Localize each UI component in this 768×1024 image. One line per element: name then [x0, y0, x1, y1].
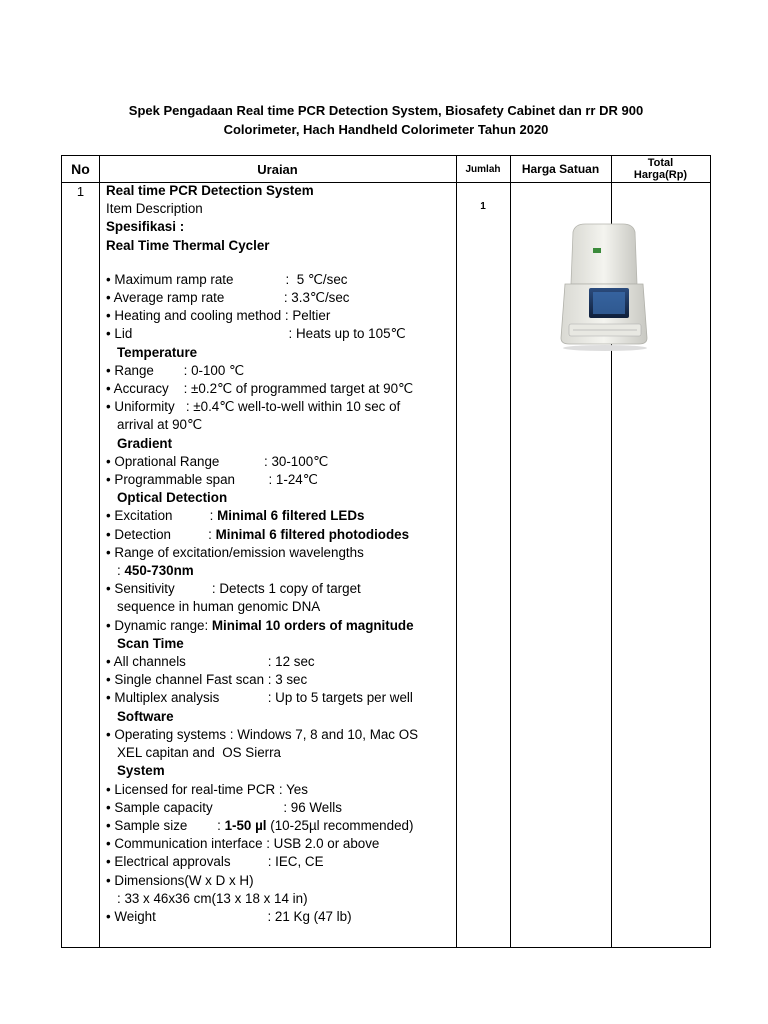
spec-line — [106, 781, 456, 799]
spec-line — [106, 544, 456, 562]
spec-line — [106, 562, 456, 580]
spec-section-heading — [106, 489, 456, 507]
spec-line-text: • Lid : Heats up to 105℃ — [106, 326, 406, 342]
spec-line — [106, 471, 456, 489]
spec-line-text: : 33 x 46x36 cm(13 x 18 x 14 in) — [117, 890, 308, 906]
row-description — [106, 182, 456, 926]
spec-line-text: • Maximum ramp rate : 5 ℃/sec — [106, 271, 348, 287]
header-uraian: Uraian — [257, 161, 298, 177]
spesifikasi-label: Spesifikasi : — [106, 219, 185, 235]
col-divider — [510, 156, 511, 947]
spec-line — [106, 617, 456, 635]
spec-line-text: Software — [117, 708, 174, 724]
spec-table — [61, 155, 711, 948]
item-description-label: Item Description — [106, 201, 203, 217]
spec-line — [106, 835, 456, 853]
spec-line-text: • Heating and cooling method : Peltier — [106, 308, 331, 324]
spec-line — [106, 908, 456, 926]
spec-line-text: • Multiplex analysis : Up to 5 targets per well — [106, 690, 413, 706]
spec-section-heading — [106, 635, 456, 653]
spec-line — [106, 890, 456, 908]
spec-line — [106, 307, 456, 325]
spec-line — [106, 362, 456, 380]
spec-line-text: • Sample capacity : 96 Wells — [106, 799, 342, 815]
spec-line-text: • Weight : 21 Kg (47 lb) — [106, 908, 352, 924]
spec-line-text: • Average ramp rate : 3.3℃/sec — [106, 290, 350, 306]
spec-line — [106, 580, 456, 598]
spec-line — [106, 526, 456, 544]
spec-line — [106, 817, 456, 835]
spec-line — [106, 853, 456, 871]
spec-line-text: • Range of excitation/emission wavelengths — [106, 544, 364, 560]
document-title — [60, 101, 712, 139]
spec-line — [106, 453, 456, 471]
header-no: No — [71, 161, 90, 177]
spec-line — [106, 380, 456, 398]
spec-line-emphasis: 1-50 µl — [224, 817, 267, 833]
col-divider — [456, 156, 457, 947]
spec-line — [106, 289, 456, 307]
header-jumlah: Jumlah — [465, 163, 501, 175]
spec-line-emphasis: Minimal 10 orders of magnitude — [211, 617, 414, 633]
spec-line — [106, 653, 456, 671]
spec-line-text: • All channels : 12 sec — [106, 654, 315, 670]
spec-section-heading — [106, 762, 456, 780]
spec-section-heading — [106, 435, 456, 453]
spec-line-text: • Programmable span : 1-24℃ — [106, 472, 318, 488]
product-name: Real time PCR Detection System — [106, 183, 314, 198]
spec-line — [106, 507, 456, 525]
title-line-2: Colorimeter, Hach Handheld Colorimeter Tahun 2020 — [223, 122, 549, 137]
spec-line-text: arrival at 90℃ — [117, 417, 202, 433]
spec-line-text: • Dynamic range: — [106, 617, 212, 633]
spec-line-text: • Dimensions(W x D x H) — [106, 872, 254, 888]
spec-line-text: XEL capitan and OS Sierra — [117, 745, 282, 761]
spec-section-heading — [106, 708, 456, 726]
spec-line — [106, 325, 456, 343]
spec-line — [106, 598, 456, 616]
header-total-harga — [611, 156, 710, 182]
spec-line — [106, 271, 456, 289]
spec-line — [106, 416, 456, 434]
pcr-instrument-photo — [559, 220, 651, 352]
row-number: 1 — [76, 184, 85, 199]
spec-line-text: • Accuracy : ±0.2℃ of programmed target at 90℃ — [106, 381, 414, 397]
spec-subtitle: Real Time Thermal Cycler — [106, 237, 270, 253]
header-harga-satuan: Harga Satuan — [521, 162, 600, 176]
spec-line-text: Gradient — [117, 435, 173, 451]
spec-line-emphasis: Minimal 6 filtered LEDs — [217, 508, 365, 524]
spec-line-text: • Licensed for real-time PCR : Yes — [106, 781, 308, 797]
col-divider — [99, 156, 100, 947]
spec-line — [106, 726, 456, 744]
spec-line-text: • Sample size : — [106, 817, 225, 833]
header-total-line2: Harga(Rp) — [633, 169, 688, 181]
spec-line-text: • Oprational Range : 30-100℃ — [106, 453, 329, 469]
spec-line-text: • Electrical approvals : IEC, CE — [106, 854, 324, 870]
spec-line-emphasis: 450-730nm — [124, 563, 194, 579]
spec-section-heading — [106, 344, 456, 362]
spec-line-text: • Uniformity : ±0.4℃ well-to-well within 10 sec of — [106, 399, 401, 415]
spec-line-text: • Single channel Fast scan : 3 sec — [106, 672, 308, 688]
spec-line-text: Optical Detection — [117, 490, 228, 506]
spec-line — [106, 689, 456, 707]
spec-line-suffix: (10-25µl recommended) — [266, 817, 414, 833]
spec-line — [106, 744, 456, 762]
spec-line — [106, 398, 456, 416]
header-total-line1: Total — [647, 157, 674, 169]
spec-line-text: System — [117, 763, 165, 779]
spec-line-text: • Communication interface : USB 2.0 or above — [106, 836, 380, 852]
spec-line-text: • Range : 0-100 ℃ — [106, 362, 245, 378]
row-quantity: 1 — [480, 201, 486, 212]
spec-line — [106, 872, 456, 890]
spec-line-text: Temperature — [117, 344, 198, 360]
spec-line-text: : — [117, 563, 125, 579]
spec-line-text: sequence in human genomic DNA — [117, 599, 321, 615]
spec-line-text: • Sensitivity : Detects 1 copy of target — [106, 581, 361, 597]
spec-line-text: Scan Time — [117, 635, 184, 651]
spec-line-emphasis: Minimal 6 filtered photodiodes — [215, 526, 410, 542]
spec-line-text: • Excitation : — [106, 508, 218, 524]
spec-line-text: • Detection : — [106, 526, 216, 542]
spec-line — [106, 671, 456, 689]
title-line-1: Spek Pengadaan Real time PCR Detection System, Biosafety Cabinet dan rr DR 900 — [128, 103, 644, 118]
spec-list — [106, 271, 456, 926]
spec-line-text: • Operating systems : Windows 7, 8 and 10, Mac OS — [106, 726, 419, 742]
spacer — [106, 255, 456, 271]
spec-line — [106, 799, 456, 817]
